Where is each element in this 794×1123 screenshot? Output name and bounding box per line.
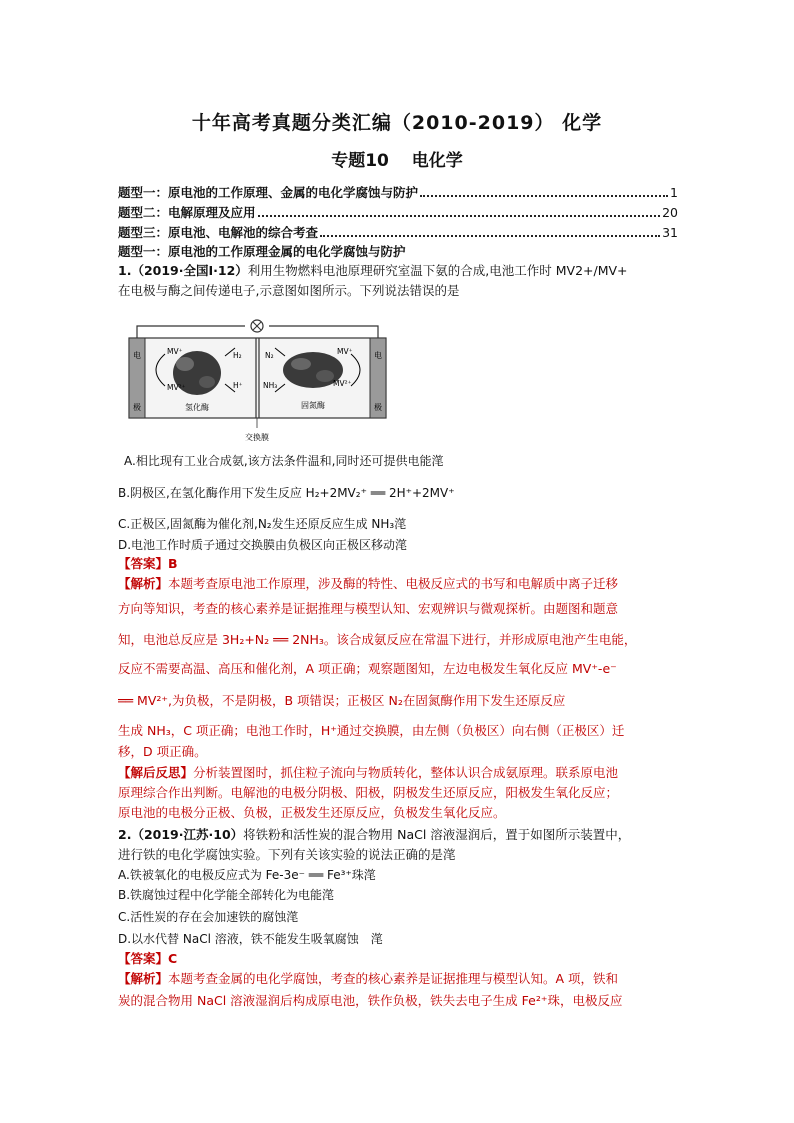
- answer-label: 【答案】: [118, 556, 169, 571]
- q1-analysis-line-3: [118, 631, 678, 649]
- label-n2: N₂: [265, 351, 274, 360]
- label-h-plus: H⁺: [233, 381, 243, 390]
- electrode-left-label-top: 电: [133, 351, 141, 360]
- toc-entry-label: 题型三：原电池、电解池的综合考查: [118, 225, 319, 240]
- toc-page-number: 20: [662, 205, 678, 220]
- label-mv-plus-left: MV⁺: [167, 347, 183, 356]
- q1-stem-text: 利用生物燃料电池原理研究室温下氨的合成,电池工作时 MV2+/MV+: [247, 263, 628, 278]
- section-heading: 题型一：原电池的工作原理金属的电化学腐蚀与防护: [118, 244, 406, 259]
- label-nh3: NH₃: [263, 381, 278, 390]
- q1-analysis-line-4: 反应不需要高温、高压和催化剂，A 项正确；观察题图知，左边电极发生氧化反应 MV⁺-e⁻: [118, 661, 617, 676]
- toc-leader-dots: [320, 235, 660, 237]
- q2-option-a-rhs: Fe³⁺珠滗: [327, 868, 376, 882]
- equals-sign-icon: ══: [118, 693, 138, 708]
- document-subtitle: 专题10 电化学: [331, 151, 463, 171]
- q1-stem-line-2: 在电极与酶之间传递电子,示意图如图所示。下列说法错误的是: [118, 283, 460, 298]
- q2-option-b: B.铁腐蚀过程中化学能全部转化为电能滗: [118, 888, 335, 902]
- answer-value: B: [168, 556, 178, 571]
- analysis-label: 【解析】: [118, 576, 169, 591]
- q1-reflection-line-2: 原理综合作出判断。电解池的电极分阴极、阳极，阴极发生还原反应，阳极发生氧化反应；: [118, 785, 619, 800]
- q1-option-b: [118, 484, 678, 502]
- q1-stem-line-1: [118, 262, 678, 280]
- q2-option-a: [118, 866, 678, 884]
- label-mv2-plus-right: MV²⁺: [333, 379, 352, 388]
- q2-option-a-lhs: A.铁被氧化的电极反应式为 Fe-3e⁻: [118, 868, 305, 882]
- toc-entry-2[interactable]: [118, 203, 678, 221]
- toc-leader-dots: [420, 195, 668, 197]
- q1-option-b-lhs: B.阴极区,在氢化酶作用下发生反应 H₂+2MV₂⁺: [118, 486, 367, 500]
- q2-option-c: C.活性炭的存在会加速铁的腐蚀滗: [118, 910, 299, 924]
- toc-entry-label: 题型一：原电池的工作原理、金属的电化学腐蚀与防护: [118, 185, 419, 200]
- q1-option-c: C.正极区,固氮酶为催化剂,N₂发生还原反应生成 NH₃滗: [118, 517, 407, 531]
- label-mv-plus-right: MV⁺: [337, 347, 353, 356]
- analysis-eq-rhs: 2NH₃。该合成氨反应在常温下进行，并形成原电池产生电能，: [292, 632, 637, 647]
- q2-stem-line-1: [118, 826, 678, 844]
- analysis-eq-lhs: 知，电池总反应是 3H₂+N₂: [118, 632, 270, 647]
- q1-reflection-line-3: 原电池的电极分正极、负极，正极发生还原反应，负极发生氧化反应。: [118, 805, 506, 820]
- toc-page-number: 1: [670, 185, 678, 200]
- q1-analysis-line-7: 移，D 项正确。: [118, 744, 207, 759]
- document-title: 十年高考真题分类汇编（2010-2019） 化学: [191, 112, 603, 134]
- toc-entry-1[interactable]: [118, 183, 678, 201]
- q1-number: 1.: [118, 263, 132, 278]
- q1-analysis-line-1: [118, 575, 678, 593]
- electrode-left-label-bottom: 极: [133, 403, 141, 412]
- q2-analysis-line-2: 炭的混合物用 NaCl 溶液湿润后构成原电池，铁作负极，铁失去电子生成 Fe²⁺珠，电极反应: [118, 993, 623, 1008]
- q1-analysis-line-6: 生成 NH₃，C 项正确；电池工作时，H⁺通过交换膜，由左侧（负极区）向右侧（正极区）迁: [118, 723, 625, 738]
- electrode-right-label-bottom: 极: [374, 403, 382, 412]
- q1-option-a: A.相比现有工业合成氨,该方法条件温和,同时还可提供电能滗: [124, 454, 444, 468]
- q1-option-b-rhs: 2H⁺+2MV⁺: [389, 486, 455, 500]
- q1-option-d: D.电池工作时质子通过交换膜由负极区向正极区移动滗: [118, 538, 408, 552]
- label-hydrogenase: 氢化酶: [185, 403, 209, 412]
- q2-stem-text: 将铁粉和活性炭的混合物用 NaCl 溶液湿润后，置于如图所示装置中，: [243, 827, 631, 842]
- analysis-text: 本题考查原电池工作原理，涉及酶的特性、电极反应式的书写和电解质中离子迁移: [168, 576, 619, 591]
- toc-entry-3[interactable]: [118, 223, 678, 241]
- label-nitrogenase: 固氮酶: [301, 401, 325, 410]
- equals-sign-icon: ══: [366, 486, 389, 500]
- equals-sign-icon: ══: [269, 632, 293, 647]
- reflection-label: 【解后反思】: [118, 765, 194, 780]
- toc-leader-dots: [258, 215, 661, 217]
- answer-label: 【答案】: [118, 951, 169, 966]
- toc-page-number: 31: [662, 225, 678, 240]
- equals-sign-icon: ══: [304, 868, 328, 882]
- fuel-cell-diagram: [125, 318, 390, 448]
- membrane-label: 交换膜: [245, 433, 269, 442]
- label-mv2-plus-left: MV²⁺: [167, 383, 186, 392]
- q1-reflection-line-1: [118, 764, 678, 782]
- answer-value: C: [168, 951, 178, 966]
- q1-answer: [118, 555, 678, 573]
- q2-stem-line-2: 进行铁的电化学腐蚀实验。下列有关该实验的说法正确的是滗: [118, 847, 456, 862]
- q1-analysis-line-2: 方向等知识，考查的核心素养是证据推理与模型认知、宏观辨识与微观探析。由题图和题意: [118, 601, 619, 616]
- reflection-text: 分析装置图时，抓住粒子流向与物质转化，整体认识合成氨原理。联系原电池: [193, 765, 619, 780]
- electrode-right-label-top: 电: [374, 351, 382, 360]
- q2-source: （2019·江苏·10）: [131, 827, 244, 842]
- q2-answer: [118, 950, 678, 968]
- q2-number: 2.: [118, 827, 132, 842]
- q2-option-d: D.以水代替 NaCl 溶液，铁不能发生吸氧腐蚀 滗: [118, 932, 383, 946]
- q1-source: （2019·全国Ⅰ·12）: [131, 263, 248, 278]
- q2-analysis-line-1: [118, 970, 678, 988]
- analysis-text: 本题考查金属的电化学腐蚀，考查的核心素养是证据推理与模型认知。A 项，铁和: [168, 971, 619, 986]
- analysis-text: MV²⁺,为负极，不是阴极，B 项错误；正极区 N₂在固氮酶作用下发生还原反应: [137, 693, 566, 708]
- analysis-label: 【解析】: [118, 971, 169, 986]
- q1-analysis-line-5: [118, 692, 678, 710]
- toc-entry-label: 题型二：电解原理及应用: [118, 205, 256, 220]
- lamp-icon: [251, 320, 263, 332]
- label-h2: H₂: [233, 351, 242, 360]
